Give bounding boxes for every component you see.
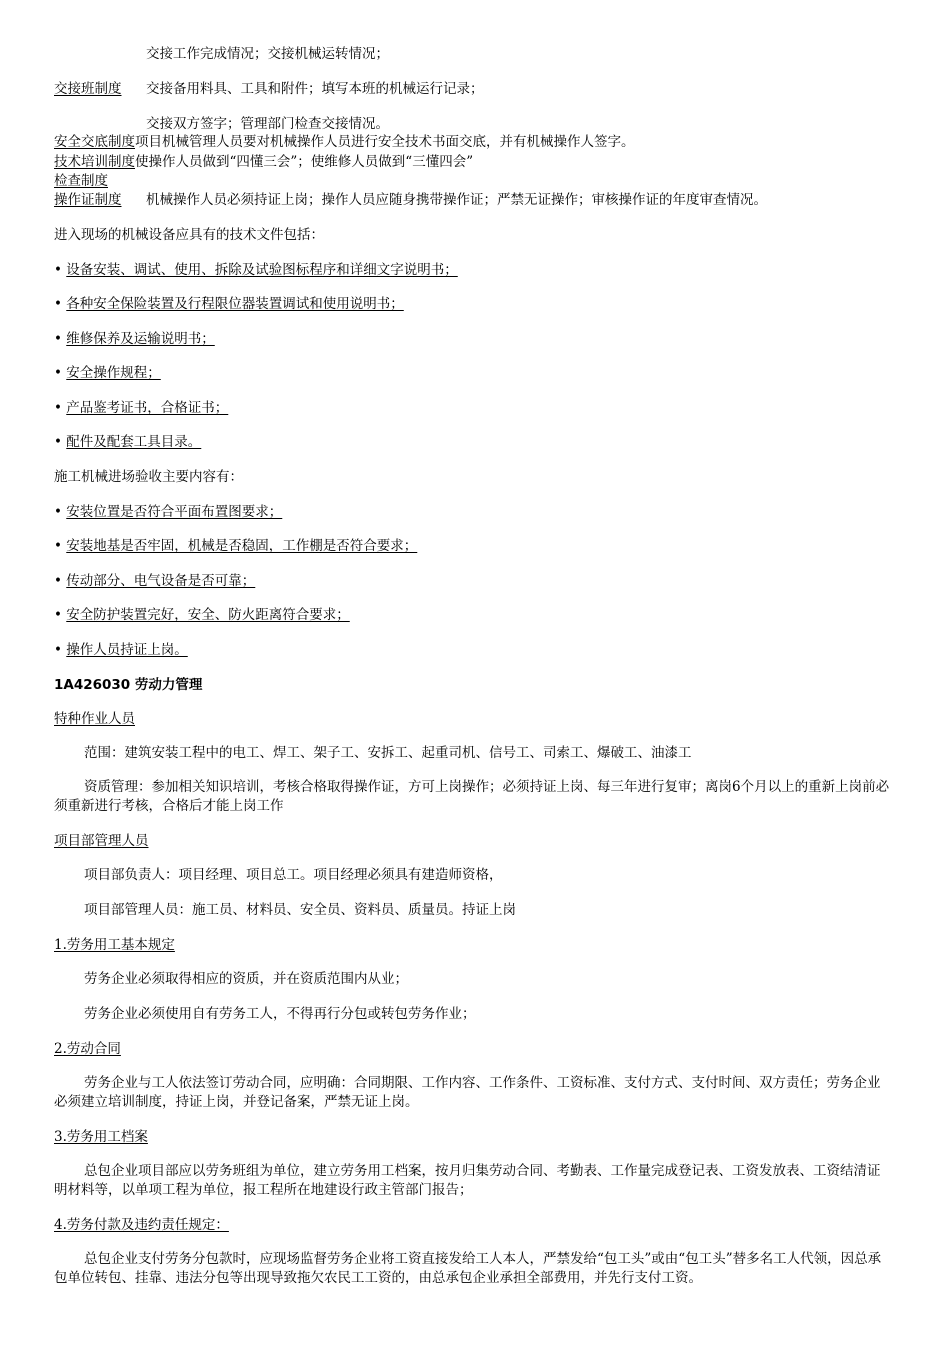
bullet-icon: •	[54, 331, 62, 347]
acceptance-item: • 安装位置是否符合平面布置图要求；	[54, 504, 283, 520]
project-staff-leaders: 项目部负责人：项目经理、项目总工。项目经理必须具有建造师资格，	[84, 867, 503, 883]
system-text: 项目机械管理人员要对机械操作人员进行安全技术书面交底，并有机械操作人签字。	[135, 134, 635, 150]
acceptance-item: • 安装地基是否牢固，机械是否稳固，工作棚是否符合要求；	[54, 538, 418, 554]
bullet-icon: •	[54, 400, 62, 416]
acceptance-item: • 传动部分、电气设备是否可靠；	[54, 573, 256, 589]
bullet-icon: •	[54, 538, 62, 554]
handover-label: 交接班制度	[54, 81, 122, 97]
handover-line-3: 交接双方签字；管理部门检查交接情况。	[146, 116, 389, 132]
acceptance-item: • 安全防护装置完好，安全、防火距离符合要求；	[54, 607, 350, 623]
handover-row	[54, 80, 484, 98]
section-title: 1A426030 劳动力管理	[54, 677, 203, 693]
rule-heading: 3.劳务用工档案	[54, 1129, 148, 1145]
rule-paragraph: 劳务企业与工人依法签订劳动合同，应明确：合同期限、工作内容、工作条件、工资标准、支付方式、支付时间、双方责任；劳务企业必须建立培训制度，持证上岗，并登记备案，严禁无证上岗。	[54, 1075, 881, 1110]
project-staff-managers: 项目部管理人员：施工员、材料员、安全员、资料员、质量员。持证上岗	[84, 902, 516, 918]
bullet-icon: •	[54, 504, 62, 520]
bullet-icon: •	[54, 296, 62, 312]
system-safety-briefing	[54, 133, 635, 151]
special-workers-scope: 范围：建筑安装工程中的电工、焊工、架子工、安拆工、起重司机、信号工、司索工、爆破工、油漆工	[84, 745, 692, 761]
bullet-icon: •	[54, 573, 62, 589]
acceptance-intro: 施工机械进场验收主要内容有：	[54, 469, 243, 485]
rule-paragraph: 劳务企业必须取得相应的资质，并在资质范围内从业；	[84, 971, 408, 987]
system-label: 技术培训制度	[54, 154, 135, 170]
tech-doc-item: • 设备安装、调试、使用、拆除及试验图标程序和详细文字说明书；	[54, 262, 458, 278]
tech-doc-item: • 安全操作规程；	[54, 365, 161, 381]
tech-doc-item: • 维修保养及运输说明书；	[54, 331, 215, 347]
system-training	[54, 153, 473, 171]
acceptance-item: • 操作人员持证上岗。	[54, 642, 188, 658]
system-label: 检查制度	[54, 173, 108, 189]
project-staff-heading: 项目部管理人员	[54, 833, 149, 849]
bullet-icon: •	[54, 365, 62, 381]
bullet-icon: •	[54, 434, 62, 450]
system-inspection	[54, 172, 108, 190]
tech-docs-intro: 进入现场的机械设备应具有的技术文件包括：	[54, 227, 324, 243]
tech-doc-item: • 产品鉴考证书，合格证书；	[54, 400, 229, 416]
special-workers-heading: 特种作业人员	[54, 711, 135, 727]
rule-heading: 1.劳务用工基本规定	[54, 937, 175, 953]
system-label: 安全交底制度	[54, 134, 135, 150]
tech-doc-item: • 配件及配套工具目录。	[54, 434, 202, 450]
system-license	[54, 191, 767, 209]
rule-heading: 4.劳务付款及违约责任规定：	[54, 1217, 229, 1233]
special-workers-qualification: 资质管理：参加相关知识培训，考核合格取得操作证，方可上岗操作；必须持证上岗、每三年进行复审；离岗6个月以上的重新上岗前必须重新进行考核，合格后才能上岗工作	[54, 779, 890, 814]
rule-paragraph: 总包企业支付劳务分包款时，应现场监督劳务企业将工资直接发给工人本人，严禁发给“包工头”或由“包工头”替多名工人代领，因总承包单位转包、挂靠、违法分包等出现导致拖欠农民工工资的，由总承包企业承担全部费用，并先行支付工资。	[54, 1251, 882, 1286]
bullet-icon: •	[54, 607, 62, 623]
bullet-icon: •	[54, 262, 62, 278]
handover-line-2: 交接备用料具、工具和附件；填写本班的机械运行记录；	[146, 81, 484, 97]
tech-doc-item: • 各种安全保险装置及行程限位器装置调试和使用说明书；	[54, 296, 404, 312]
handover-line-1: 交接工作完成情况；交接机械运转情况；	[146, 46, 389, 62]
system-text: 使操作人员做到“四懂三会”；使维修人员做到“三懂四会”	[135, 154, 474, 170]
rule-paragraph: 总包企业项目部应以劳务班组为单位，建立劳务用工档案，按月归集劳动合同、考勤表、工作量完成登记表、工资发放表、工资结清证明材料等，以单项工程为单位，报工程所在地建设行政主管部门报告；	[54, 1163, 881, 1198]
system-text: 机械操作人员必须持证上岗；操作人员应随身携带操作证；严禁无证操作；审核操作证的年度审查情况。	[146, 192, 767, 208]
rule-paragraph: 劳务企业必须使用自有劳务工人，不得再行分包或转包劳务作业；	[84, 1006, 476, 1022]
bullet-icon: •	[54, 642, 62, 658]
system-label: 操作证制度	[54, 192, 122, 208]
rule-heading: 2.劳动合同	[54, 1041, 121, 1057]
